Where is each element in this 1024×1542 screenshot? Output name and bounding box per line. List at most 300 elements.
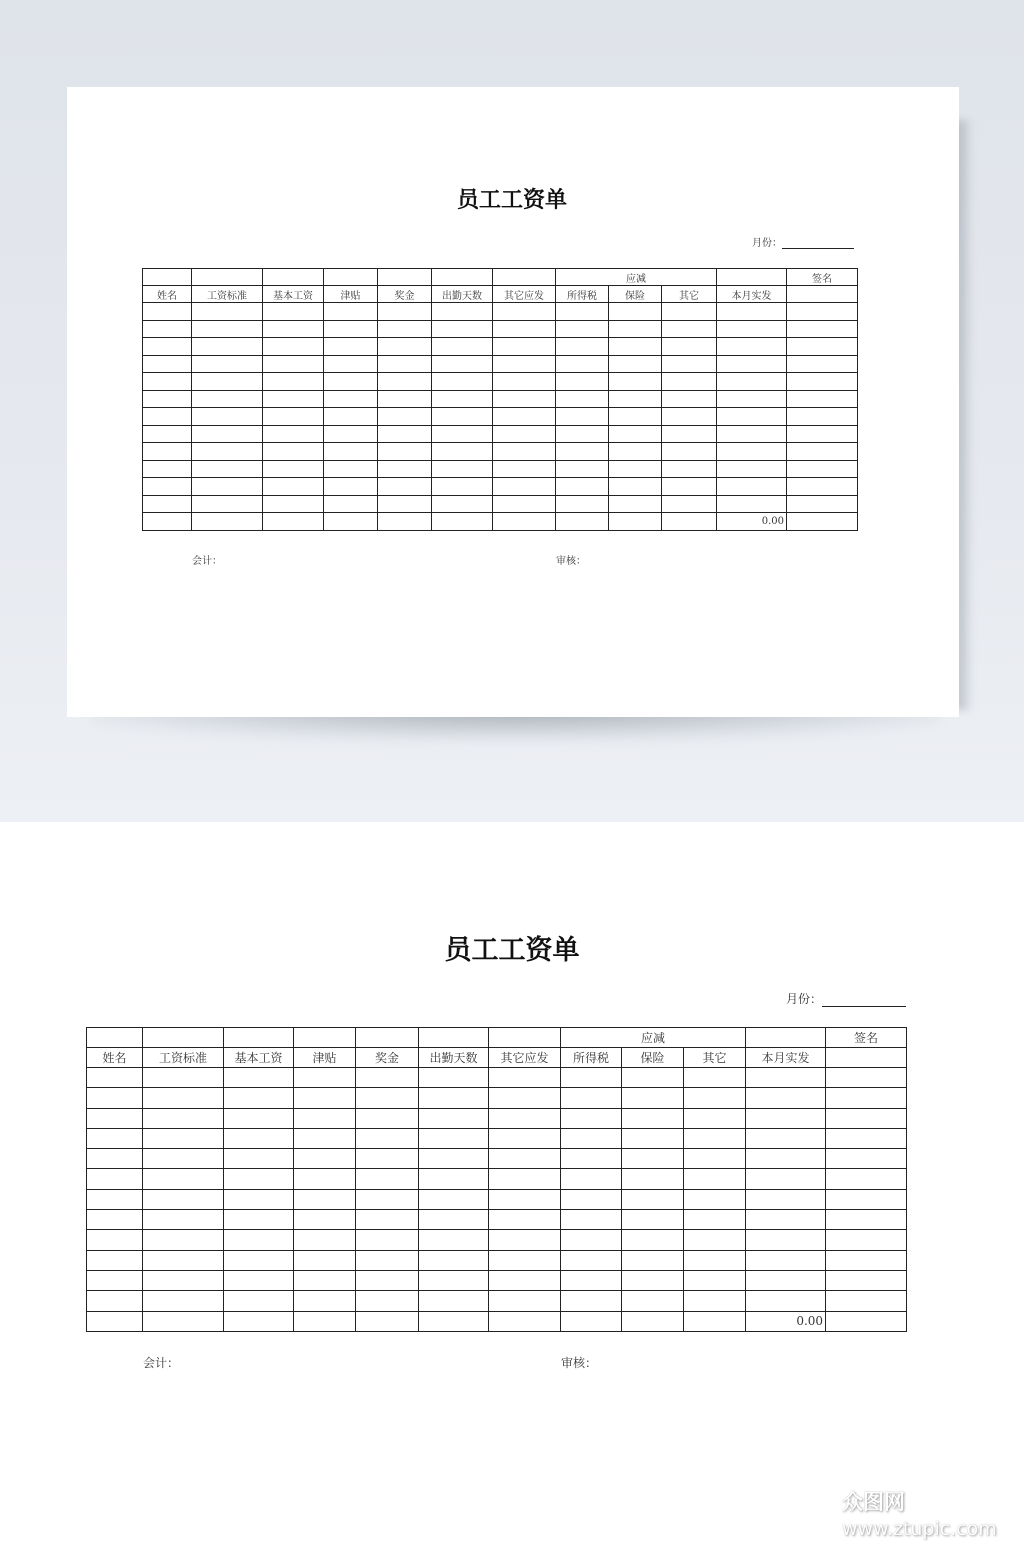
table-cell[interactable] — [419, 1291, 489, 1311]
table-cell[interactable] — [224, 1291, 294, 1311]
table-cell[interactable] — [378, 425, 432, 443]
table-cell[interactable] — [294, 1230, 356, 1250]
table-cell[interactable] — [556, 303, 609, 321]
table-cell[interactable] — [192, 373, 263, 391]
table-cell[interactable] — [717, 495, 787, 513]
table-cell[interactable] — [622, 1128, 684, 1148]
table-cell[interactable] — [622, 1210, 684, 1230]
table-cell[interactable] — [143, 1311, 224, 1331]
table-cell[interactable] — [419, 1108, 489, 1128]
table-cell[interactable] — [143, 1149, 224, 1169]
table-cell[interactable] — [432, 478, 493, 496]
table-cell[interactable] — [662, 478, 717, 496]
table-cell[interactable] — [143, 478, 192, 496]
table-cell[interactable] — [622, 1230, 684, 1250]
table-cell[interactable] — [556, 338, 609, 356]
table-cell[interactable] — [192, 303, 263, 321]
table-cell[interactable] — [263, 478, 324, 496]
table-cell[interactable] — [489, 1128, 561, 1148]
table-cell[interactable] — [493, 408, 556, 426]
table-cell[interactable] — [324, 320, 378, 338]
table-cell[interactable] — [826, 1088, 907, 1108]
table-cell[interactable] — [787, 425, 858, 443]
table-cell[interactable] — [662, 495, 717, 513]
table-cell[interactable] — [356, 1291, 419, 1311]
table-cell[interactable] — [826, 1149, 907, 1169]
table-cell[interactable] — [493, 443, 556, 461]
table-cell[interactable] — [622, 1169, 684, 1189]
table-cell[interactable] — [787, 338, 858, 356]
table-cell[interactable] — [419, 1311, 489, 1331]
table-cell[interactable] — [419, 1068, 489, 1088]
table-cell[interactable] — [622, 1088, 684, 1108]
table-cell[interactable] — [561, 1169, 622, 1189]
table-cell[interactable] — [294, 1189, 356, 1209]
table-cell[interactable] — [746, 1128, 826, 1148]
table-cell[interactable] — [87, 1128, 143, 1148]
table-cell[interactable] — [746, 1230, 826, 1250]
table-cell[interactable] — [609, 355, 662, 373]
table-cell[interactable] — [561, 1230, 622, 1250]
month-input-line-main[interactable] — [822, 991, 906, 1007]
table-cell[interactable] — [662, 443, 717, 461]
table-cell[interactable] — [717, 373, 787, 391]
table-cell[interactable] — [493, 513, 556, 531]
table-cell[interactable] — [356, 1088, 419, 1108]
table-cell[interactable] — [662, 425, 717, 443]
table-cell[interactable] — [556, 443, 609, 461]
table-cell[interactable] — [556, 425, 609, 443]
table-cell[interactable] — [378, 513, 432, 531]
table-cell[interactable] — [556, 460, 609, 478]
table-cell[interactable] — [826, 1068, 907, 1088]
table-cell[interactable] — [419, 1169, 489, 1189]
table-cell[interactable] — [294, 1068, 356, 1088]
table-cell[interactable] — [717, 460, 787, 478]
table-cell[interactable] — [87, 1088, 143, 1108]
table-cell[interactable] — [263, 425, 324, 443]
table-cell[interactable] — [746, 1291, 826, 1311]
table-cell[interactable] — [717, 390, 787, 408]
table-cell[interactable] — [556, 355, 609, 373]
table-cell[interactable] — [263, 408, 324, 426]
table-cell[interactable] — [746, 1088, 826, 1108]
table-cell[interactable] — [143, 373, 192, 391]
table-cell[interactable] — [662, 390, 717, 408]
table-cell[interactable] — [432, 513, 493, 531]
table-cell[interactable] — [432, 425, 493, 443]
table-cell[interactable] — [561, 1068, 622, 1088]
table-cell[interactable] — [561, 1210, 622, 1230]
table-cell[interactable] — [746, 1108, 826, 1128]
table-cell[interactable] — [717, 478, 787, 496]
table-cell[interactable] — [143, 408, 192, 426]
table-cell[interactable] — [432, 338, 493, 356]
table-cell[interactable] — [493, 373, 556, 391]
table-cell[interactable] — [143, 1068, 224, 1088]
table-cell[interactable] — [224, 1108, 294, 1128]
table-cell[interactable] — [493, 303, 556, 321]
table-cell[interactable] — [143, 495, 192, 513]
table-cell[interactable] — [324, 355, 378, 373]
table-cell[interactable] — [561, 1128, 622, 1148]
table-cell[interactable] — [87, 1250, 143, 1270]
table-cell[interactable] — [684, 1230, 746, 1250]
table-cell[interactable] — [489, 1311, 561, 1331]
table-cell[interactable] — [143, 1108, 224, 1128]
table-cell[interactable] — [224, 1230, 294, 1250]
table-cell[interactable] — [787, 390, 858, 408]
table-cell[interactable] — [192, 478, 263, 496]
table-cell[interactable] — [684, 1270, 746, 1290]
table-cell[interactable] — [324, 478, 378, 496]
table-cell[interactable] — [143, 513, 192, 531]
table-cell[interactable] — [378, 390, 432, 408]
table-cell[interactable] — [826, 1291, 907, 1311]
table-cell[interactable] — [746, 1270, 826, 1290]
table-cell[interactable] — [87, 1068, 143, 1088]
table-cell[interactable] — [263, 373, 324, 391]
table-cell[interactable] — [432, 443, 493, 461]
table-cell[interactable] — [717, 303, 787, 321]
table-cell[interactable] — [609, 513, 662, 531]
table-cell[interactable] — [294, 1311, 356, 1331]
table-cell[interactable] — [419, 1189, 489, 1209]
table-cell[interactable] — [826, 1230, 907, 1250]
table-cell[interactable] — [662, 355, 717, 373]
table-cell[interactable] — [826, 1210, 907, 1230]
table-cell[interactable] — [717, 425, 787, 443]
table-cell[interactable] — [378, 495, 432, 513]
table-cell[interactable] — [609, 478, 662, 496]
table-cell[interactable] — [356, 1149, 419, 1169]
table-cell[interactable] — [609, 408, 662, 426]
table-cell[interactable] — [224, 1068, 294, 1088]
table-cell[interactable] — [324, 443, 378, 461]
table-cell[interactable] — [493, 478, 556, 496]
table-cell[interactable] — [556, 495, 609, 513]
table-cell[interactable] — [324, 373, 378, 391]
table-cell[interactable] — [746, 1210, 826, 1230]
table-cell[interactable] — [662, 338, 717, 356]
table-cell[interactable] — [489, 1108, 561, 1128]
table-cell[interactable] — [609, 443, 662, 461]
table-cell[interactable] — [717, 338, 787, 356]
table-cell[interactable] — [662, 320, 717, 338]
table-cell[interactable] — [143, 1189, 224, 1209]
table-cell[interactable] — [143, 1169, 224, 1189]
table-cell[interactable] — [684, 1169, 746, 1189]
table-cell[interactable] — [294, 1128, 356, 1148]
table-cell[interactable] — [662, 513, 717, 531]
table-cell[interactable] — [717, 320, 787, 338]
table-cell[interactable] — [143, 390, 192, 408]
table-cell[interactable] — [324, 425, 378, 443]
table-cell[interactable] — [224, 1128, 294, 1148]
table-cell[interactable] — [87, 1149, 143, 1169]
table-cell[interactable] — [432, 355, 493, 373]
table-cell[interactable] — [561, 1250, 622, 1270]
table-cell[interactable] — [561, 1149, 622, 1169]
table-cell[interactable] — [263, 303, 324, 321]
table-cell[interactable] — [263, 513, 324, 531]
table-cell[interactable] — [826, 1108, 907, 1128]
table-cell[interactable] — [609, 373, 662, 391]
month-input-line[interactable] — [782, 236, 854, 249]
table-cell[interactable] — [717, 408, 787, 426]
table-cell[interactable] — [419, 1128, 489, 1148]
table-cell[interactable] — [489, 1270, 561, 1290]
table-cell[interactable] — [143, 460, 192, 478]
table-cell[interactable] — [356, 1210, 419, 1230]
table-cell[interactable] — [556, 513, 609, 531]
table-cell[interactable] — [224, 1210, 294, 1230]
table-cell[interactable] — [356, 1169, 419, 1189]
table-cell[interactable] — [609, 425, 662, 443]
table-cell[interactable] — [143, 338, 192, 356]
table-cell[interactable] — [263, 355, 324, 373]
table-cell[interactable] — [787, 303, 858, 321]
table-cell[interactable] — [787, 460, 858, 478]
table-cell[interactable] — [787, 355, 858, 373]
table-cell[interactable] — [489, 1088, 561, 1108]
table-cell[interactable] — [684, 1250, 746, 1270]
table-cell[interactable] — [143, 1270, 224, 1290]
table-cell[interactable] — [826, 1311, 907, 1331]
table-cell[interactable] — [561, 1108, 622, 1128]
table-cell[interactable] — [192, 320, 263, 338]
table-cell[interactable] — [684, 1149, 746, 1169]
table-cell[interactable] — [826, 1250, 907, 1270]
table-cell[interactable] — [493, 425, 556, 443]
table-cell[interactable] — [419, 1250, 489, 1270]
table-cell[interactable] — [324, 513, 378, 531]
table-cell[interactable] — [622, 1068, 684, 1088]
table-cell[interactable] — [143, 303, 192, 321]
table-cell[interactable] — [684, 1108, 746, 1128]
table-cell[interactable] — [684, 1291, 746, 1311]
table-cell[interactable] — [493, 338, 556, 356]
table-cell[interactable] — [224, 1189, 294, 1209]
table-cell[interactable] — [87, 1311, 143, 1331]
table-cell[interactable] — [684, 1128, 746, 1148]
table-cell[interactable] — [561, 1291, 622, 1311]
table-cell[interactable] — [224, 1169, 294, 1189]
table-cell[interactable] — [556, 390, 609, 408]
table-cell[interactable] — [556, 408, 609, 426]
table-cell[interactable] — [324, 408, 378, 426]
table-cell[interactable] — [489, 1068, 561, 1088]
table-cell[interactable] — [143, 355, 192, 373]
table-cell[interactable] — [378, 320, 432, 338]
table-cell[interactable] — [746, 1189, 826, 1209]
table-cell[interactable] — [294, 1291, 356, 1311]
table-cell[interactable] — [489, 1230, 561, 1250]
table-cell[interactable] — [787, 443, 858, 461]
table-cell[interactable] — [324, 460, 378, 478]
table-cell[interactable] — [192, 460, 263, 478]
table-cell[interactable] — [378, 373, 432, 391]
table-cell[interactable] — [787, 408, 858, 426]
table-cell[interactable] — [378, 443, 432, 461]
table-cell[interactable] — [263, 443, 324, 461]
table-cell[interactable] — [609, 460, 662, 478]
table-cell[interactable] — [493, 495, 556, 513]
table-cell[interactable] — [622, 1250, 684, 1270]
table-cell[interactable] — [493, 355, 556, 373]
table-cell[interactable] — [294, 1108, 356, 1128]
table-cell[interactable] — [356, 1108, 419, 1128]
table-cell[interactable] — [224, 1250, 294, 1270]
table-cell[interactable] — [378, 478, 432, 496]
table-cell[interactable] — [192, 408, 263, 426]
table-cell[interactable] — [419, 1210, 489, 1230]
table-cell[interactable] — [717, 443, 787, 461]
table-cell[interactable] — [622, 1108, 684, 1128]
table-cell[interactable] — [87, 1270, 143, 1290]
table-cell[interactable] — [224, 1311, 294, 1331]
table-cell[interactable] — [224, 1149, 294, 1169]
table-cell[interactable] — [143, 1128, 224, 1148]
table-cell[interactable] — [684, 1068, 746, 1088]
table-cell[interactable] — [263, 460, 324, 478]
table-cell[interactable] — [489, 1189, 561, 1209]
table-cell[interactable] — [324, 495, 378, 513]
table-cell[interactable] — [622, 1149, 684, 1169]
table-cell[interactable] — [143, 443, 192, 461]
table-cell[interactable] — [493, 390, 556, 408]
table-cell[interactable] — [826, 1189, 907, 1209]
table-cell[interactable] — [489, 1210, 561, 1230]
table-cell[interactable] — [294, 1250, 356, 1270]
table-cell[interactable] — [622, 1270, 684, 1290]
table-cell[interactable] — [356, 1189, 419, 1209]
table-cell[interactable] — [356, 1128, 419, 1148]
table-cell[interactable] — [561, 1088, 622, 1108]
table-cell[interactable] — [192, 338, 263, 356]
table-cell[interactable] — [378, 338, 432, 356]
table-cell[interactable] — [746, 1250, 826, 1270]
table-cell[interactable] — [192, 495, 263, 513]
table-cell[interactable] — [294, 1169, 356, 1189]
table-cell[interactable] — [662, 303, 717, 321]
table-cell[interactable] — [143, 1250, 224, 1270]
table-cell[interactable] — [87, 1169, 143, 1189]
table-cell[interactable] — [356, 1311, 419, 1331]
table-cell[interactable] — [263, 320, 324, 338]
table-cell[interactable] — [622, 1189, 684, 1209]
table-cell[interactable] — [87, 1230, 143, 1250]
table-cell[interactable] — [143, 320, 192, 338]
table-cell[interactable] — [684, 1088, 746, 1108]
table-cell[interactable] — [489, 1169, 561, 1189]
table-cell[interactable] — [684, 1311, 746, 1331]
table-cell[interactable] — [826, 1270, 907, 1290]
table-cell[interactable] — [378, 355, 432, 373]
table-cell[interactable] — [717, 355, 787, 373]
table-cell[interactable] — [87, 1210, 143, 1230]
table-cell[interactable] — [432, 495, 493, 513]
table-cell[interactable] — [787, 320, 858, 338]
table-cell[interactable] — [192, 355, 263, 373]
table-cell[interactable] — [561, 1311, 622, 1331]
table-cell[interactable] — [787, 478, 858, 496]
table-cell[interactable] — [356, 1068, 419, 1088]
table-cell[interactable] — [684, 1189, 746, 1209]
table-cell[interactable] — [263, 390, 324, 408]
table-cell[interactable] — [556, 478, 609, 496]
table-cell[interactable] — [432, 408, 493, 426]
table-cell[interactable] — [143, 1088, 224, 1108]
table-cell[interactable] — [561, 1189, 622, 1209]
table-cell[interactable] — [787, 495, 858, 513]
table-cell[interactable] — [143, 1230, 224, 1250]
table-cell[interactable] — [826, 1169, 907, 1189]
table-cell[interactable] — [684, 1210, 746, 1230]
table-cell[interactable] — [143, 1291, 224, 1311]
table-cell[interactable] — [609, 320, 662, 338]
table-cell[interactable] — [324, 390, 378, 408]
table-cell[interactable] — [224, 1088, 294, 1108]
table-cell[interactable] — [192, 425, 263, 443]
table-cell[interactable] — [263, 338, 324, 356]
table-cell[interactable] — [662, 408, 717, 426]
table-cell[interactable] — [489, 1149, 561, 1169]
table-cell[interactable] — [432, 303, 493, 321]
table-cell[interactable] — [294, 1270, 356, 1290]
table-cell[interactable] — [224, 1270, 294, 1290]
table-cell[interactable] — [432, 460, 493, 478]
table-cell[interactable] — [294, 1088, 356, 1108]
table-cell[interactable] — [609, 338, 662, 356]
table-cell[interactable] — [609, 390, 662, 408]
table-cell[interactable] — [662, 373, 717, 391]
table-cell[interactable] — [746, 1149, 826, 1169]
table-cell[interactable] — [826, 1128, 907, 1148]
table-cell[interactable] — [556, 320, 609, 338]
table-cell[interactable] — [294, 1210, 356, 1230]
table-cell[interactable] — [419, 1230, 489, 1250]
table-cell[interactable] — [87, 1189, 143, 1209]
table-cell[interactable] — [787, 513, 858, 531]
table-cell[interactable] — [432, 390, 493, 408]
table-cell[interactable] — [87, 1108, 143, 1128]
table-cell[interactable] — [556, 373, 609, 391]
table-cell[interactable] — [419, 1088, 489, 1108]
table-cell[interactable] — [378, 303, 432, 321]
table-cell[interactable] — [356, 1270, 419, 1290]
table-cell[interactable] — [324, 303, 378, 321]
table-cell[interactable] — [324, 338, 378, 356]
table-cell[interactable] — [192, 443, 263, 461]
table-cell[interactable] — [787, 373, 858, 391]
table-cell[interactable] — [294, 1149, 356, 1169]
table-cell[interactable] — [432, 320, 493, 338]
table-cell[interactable] — [87, 1291, 143, 1311]
table-cell[interactable] — [662, 460, 717, 478]
table-cell[interactable] — [609, 495, 662, 513]
table-cell[interactable] — [493, 320, 556, 338]
table-cell[interactable] — [746, 1068, 826, 1088]
table-cell[interactable] — [622, 1311, 684, 1331]
table-cell[interactable] — [746, 1169, 826, 1189]
table-cell[interactable] — [356, 1250, 419, 1270]
table-cell[interactable] — [432, 373, 493, 391]
table-cell[interactable] — [489, 1250, 561, 1270]
table-cell[interactable] — [378, 408, 432, 426]
table-cell[interactable] — [143, 1210, 224, 1230]
table-cell[interactable] — [192, 513, 263, 531]
